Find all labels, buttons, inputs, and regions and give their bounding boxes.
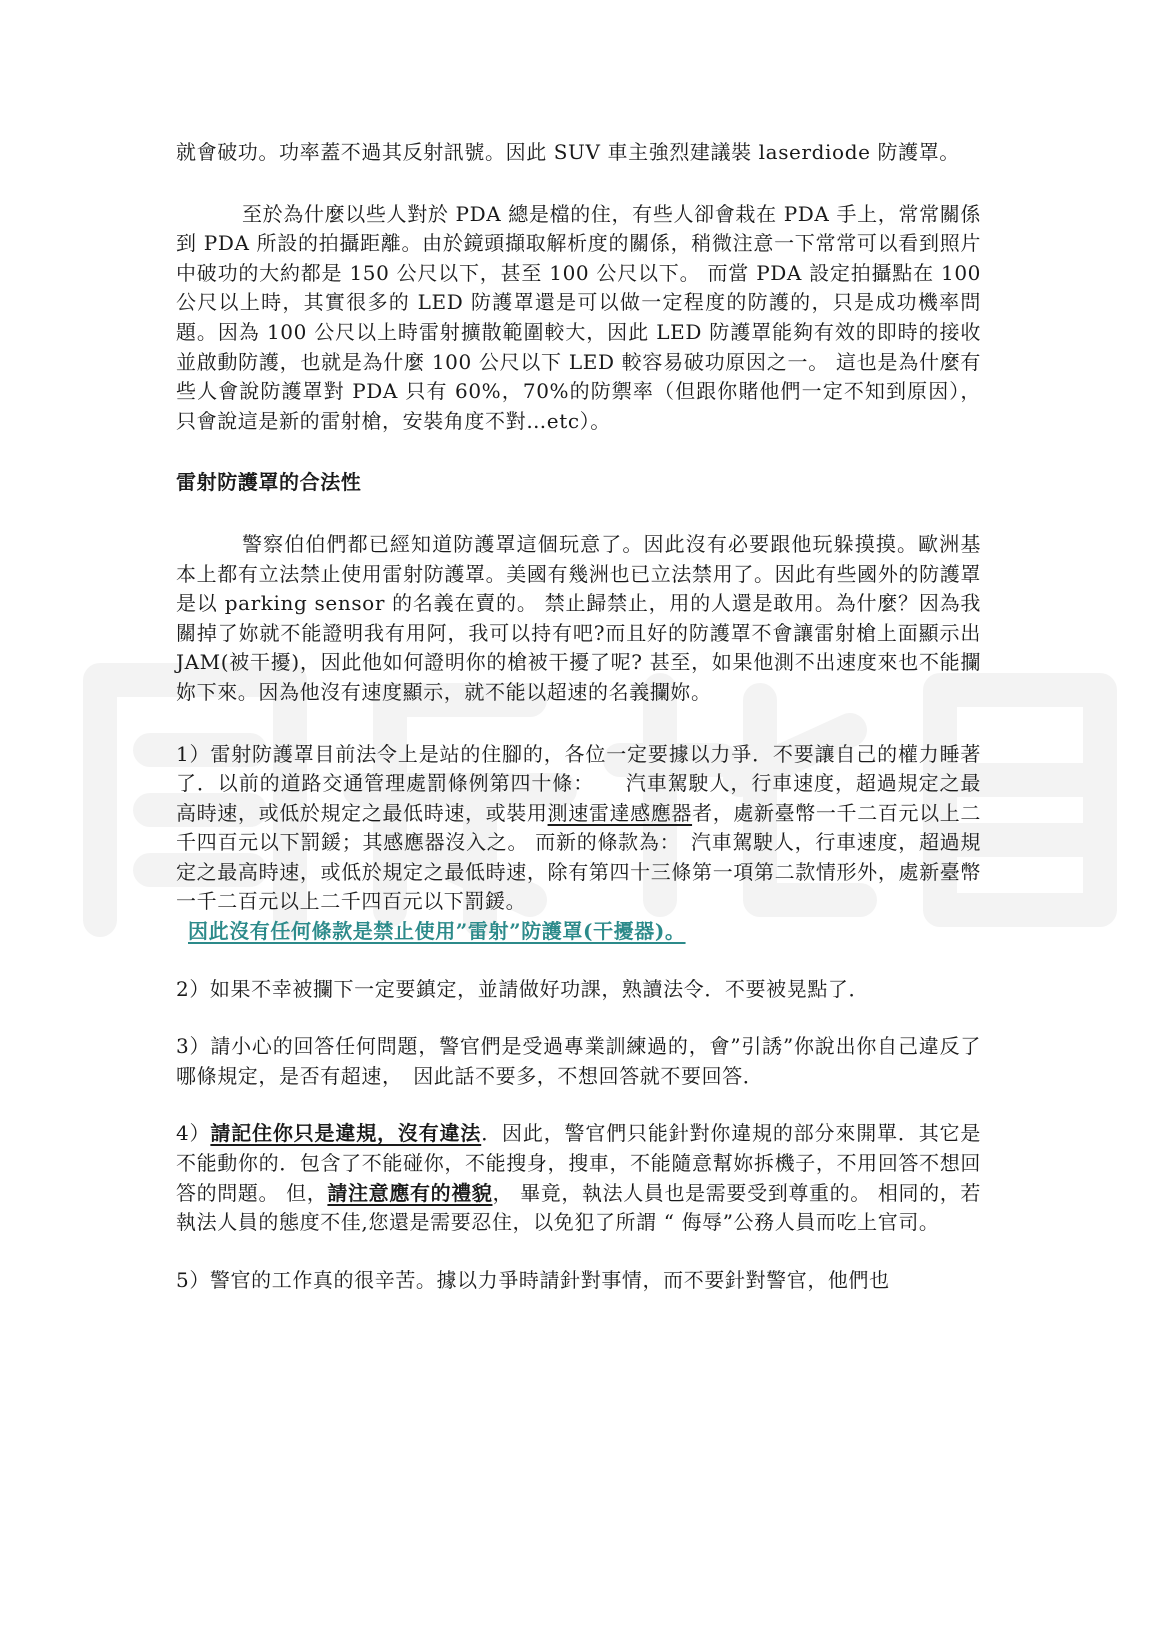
paragraph-laserdiode: 就會破功。功率蓋不過其反射訊號。因此 SUV 車主強烈建議裝 laserdiode 防護罩。 xyxy=(176,140,960,164)
list-item-4-text-b: ．因此，警官們只能針對你違規的部分來開單．其它是不能動你的．包含了不能碰你，不能搜身，搜車，不能隨意幫妳拆機子，不用回答不想回答的問題。 但， xyxy=(176,1121,981,1205)
emphasis-violation: 請記住你只是違規，沒有違法 xyxy=(210,1121,482,1146)
paragraph-pda-distance: 至於為什麼以些人對於 PDA 總是檔的住，有些人卻會栽在 PDA 手上，常常關係到 PDA 所設的拍攝距離。由於鏡頭擷取解析度的關係，稍微注意一下常常可以看到照片中破功的大約都是 150 公尺以下，甚至 100 公尺以下。 而當 PDA 設定拍攝點在 100 公尺以上時，其實很多的 LED 防護罩還是可以做一定程度的防護的，只是成功機率問題。因為 100 公尺以上時雷射擴散範圍較大，因此 LED 防護罩能夠有效的即時的接收並啟動防護，也就是為什麼 100 公尺以下 LED 較容易破功原因之一。 這也是為什麼有些人會說防護罩對 PDA 只有 60%，70%的防禦率（但跟你賭他們一定不知到原因），只會說這是新的雷射槍，安裝角度不對…etc）。 xyxy=(176,201,981,433)
highlighted-conclusion: 因此沒有任何條款是禁止使用”雷射”防護罩(干擾器)。 xyxy=(188,919,686,944)
list-item-1 xyxy=(176,740,981,918)
document-body xyxy=(176,138,981,1295)
list-item-4-text-c: ， 畢竟，執法人員也是需要受到尊重的。 相同的，若執法人員的態度不佳,您還是需要忍住，以免犯了所謂 “ 侮辱”公務人員而吃上官司。 xyxy=(176,1180,981,1235)
emphasis-courtesy: 請注意應有的禮貌 xyxy=(327,1180,493,1205)
list-item-2: 2）如果不幸被攔下一定要鎮定，並請做好功課，熟讀法令．不要被晃點了． xyxy=(176,976,870,1001)
list-item-4-number: 4） xyxy=(176,1121,211,1146)
section-heading: 雷射防護罩的合法性 xyxy=(176,470,362,495)
paragraph-police-awareness: 警察伯伯們都已經知道防護罩這個玩意了。因此沒有必要跟他玩躲摸摸。歐洲基本上都有立法禁止使用雷射防護罩。美國有幾洲也已立法禁用了。因此有些國外的防護罩是以 parking sensor 的名義在賣的。 禁止歸禁止，用的人還是敢用。為什麼？因為我關掉了妳就不能證明我有用阿，我可以持有吧?而且好的防護罩不會讓雷射槍上面顯示出 JAM(被干擾)，因此他如何證明你的槍被干擾了呢? 甚至，如果他測不出速度來也不能攔妳下來。因為他沒有速度顯示，就不能以超速的名義攔妳。 xyxy=(176,531,981,704)
list-item-1-text-a: 1）雷射防護罩目前法令上是站的住腳的，各位一定要據以力爭．不要讓自己的權力睡著了．以前的道路交通管理處罰條例第四十條： 汽車駕駛人，行車速度，超過規定之最高時速，或低於規定之最低時速，或裝用 xyxy=(176,741,981,825)
list-item-1-text-b: 者，處新臺幣一千二百元以上二千四百元以下罰鍰；其感應器沒入之。 而新的條款為： 汽車駕駛人，行車速度，超過規定之最高時速，或低於規定之最低時速，除有第四十三條第一項第二款情形外，處新臺幣一千二百元以上二千四百元以下罰鍰。 xyxy=(176,800,982,914)
list-item-4 xyxy=(176,1119,981,1237)
list-item-5: 5）警官的工作真的很辛苦。據以力爭時請針對事情，而不要針對警官，他們也 xyxy=(176,1267,890,1292)
conclusion-line xyxy=(176,917,981,947)
underlined-term: 測速雷達感應器 xyxy=(547,800,693,825)
list-item-3: 3）請小心的回答任何問題，警官們是受過專業訓練過的，會”引誘”你說出你自己違反了哪條規定，是否有超速， 因此話不要多，不想回答就不要回答． xyxy=(176,1034,981,1088)
